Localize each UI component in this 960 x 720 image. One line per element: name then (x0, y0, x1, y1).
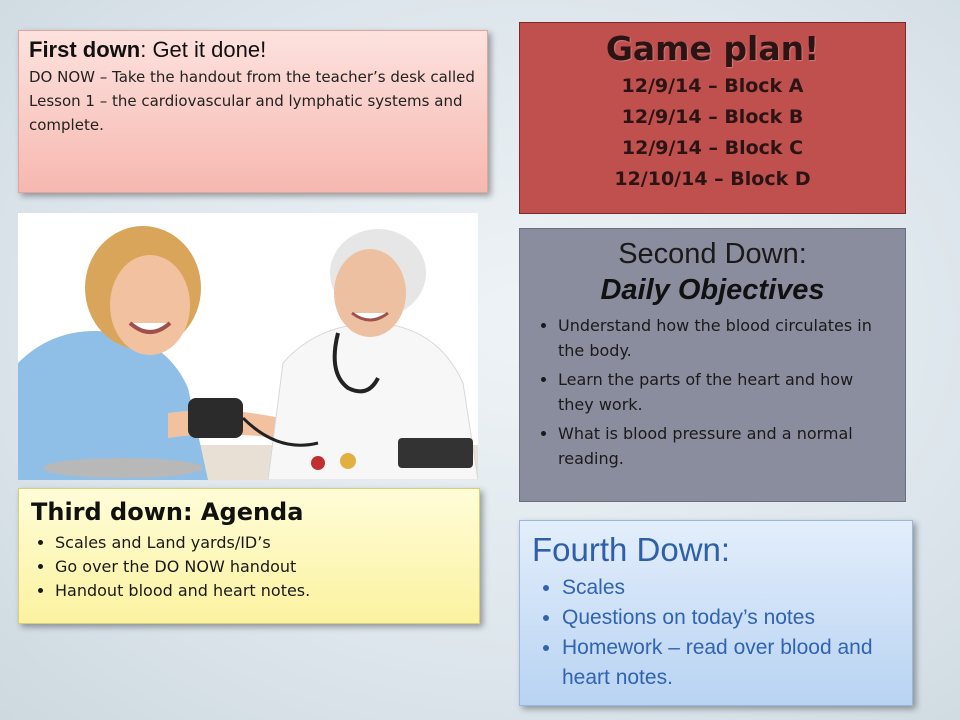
game-plan-line: 12/9/14 – Block B (621, 106, 804, 128)
game-plan-title: Game plan! (605, 29, 820, 68)
fourth-down-title: Fourth Down: (532, 531, 731, 568)
game-plan-box (519, 22, 906, 214)
second-down-box (519, 228, 906, 502)
agenda-item: • Handout blood and heart notes. (55, 579, 467, 603)
first-down-title-bold: First down (29, 37, 141, 62)
third-down-title: Third down: Agenda (31, 498, 304, 526)
fourth-down-item: • Questions on today’s notes (562, 603, 900, 633)
first-down-title (29, 37, 477, 63)
fourth-down-item: • Scales (562, 573, 900, 603)
second-down-title: Second Down: (618, 238, 807, 270)
objective-item: • Understand how the blood circulates in the body. (558, 313, 891, 363)
first-down-body: DO NOW – Take the handout from the teacher’s desk called Lesson 1 – the cardiovascular and lymphatic systems and complete. (29, 68, 475, 134)
fourth-down-box (519, 520, 913, 706)
fourth-down-list (532, 573, 900, 693)
first-down-box (18, 30, 488, 193)
agenda-item: • Go over the DO NOW handout (55, 555, 467, 579)
fourth-down-item: • Homework – read over blood and heart notes. (562, 633, 900, 693)
photo-illustration (18, 213, 478, 480)
blood-pressure-photo (18, 213, 478, 480)
game-plan-line: 12/10/14 – Block D (614, 168, 811, 190)
objective-item: • What is blood pressure and a normal reading. (558, 421, 891, 471)
first-down-title-rest: : Get it done! (140, 37, 267, 62)
third-down-box (18, 488, 480, 624)
objective-item: • Learn the parts of the heart and how they work. (558, 367, 891, 417)
second-down-subtitle: Daily Objectives (600, 274, 825, 306)
game-plan-line: 12/9/14 – Block C (621, 137, 804, 159)
objectives-list (534, 313, 891, 471)
agenda-item: • Scales and Land yards/ID’s (55, 531, 467, 555)
game-plan-line: 12/9/14 – Block A (621, 75, 804, 97)
agenda-list (31, 531, 467, 603)
